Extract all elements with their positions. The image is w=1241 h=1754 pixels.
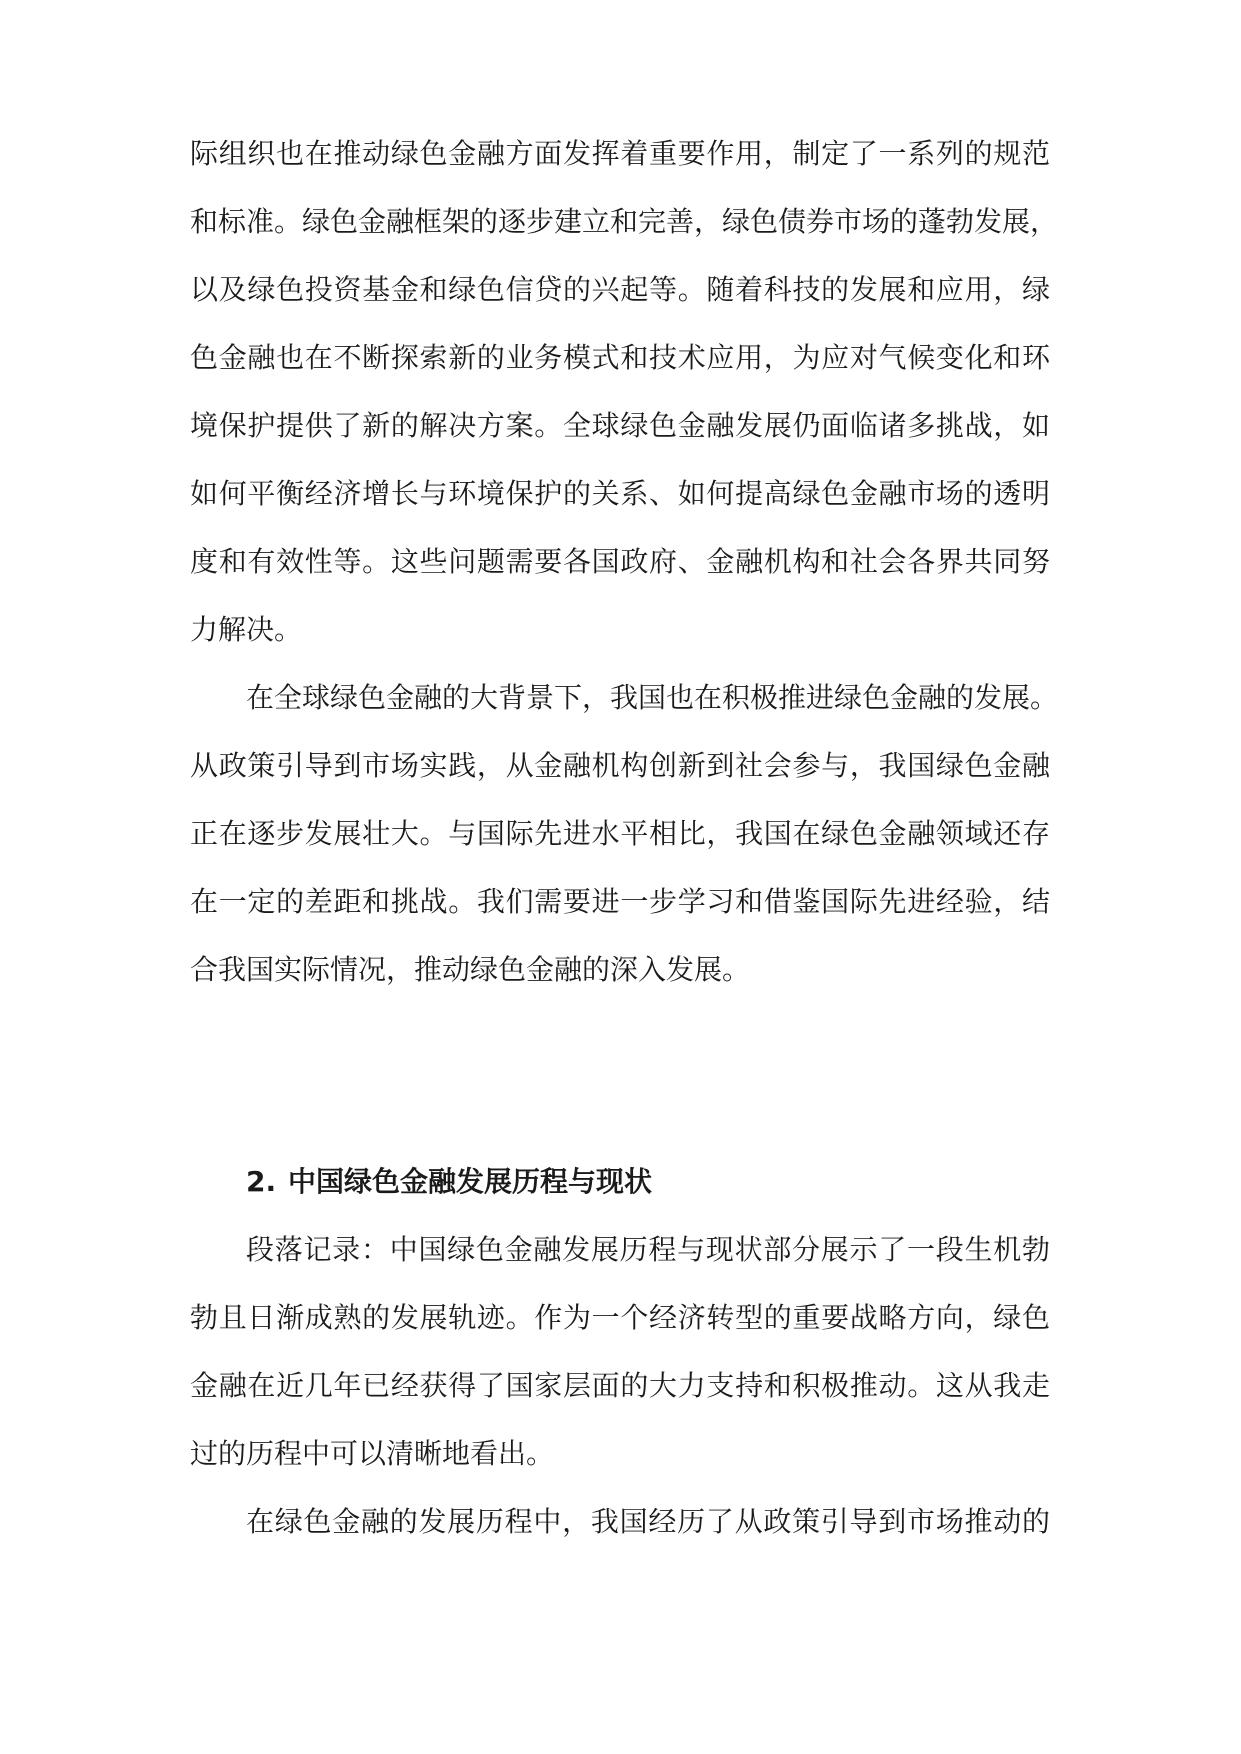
section-paragraph-1-line-4: 过的历程中可以清晰地看出。	[190, 1437, 555, 1470]
section-paragraph-1-line-3: 金融在近几年已经获得了国家层面的大力支持和积极推动。这从我走	[190, 1369, 1050, 1402]
paragraph-1-line-2: 和标准。绿色金融框架的逐步建立和完善，绿色债券市场的蓬勃发展，	[190, 205, 1059, 238]
paragraph-1-line-1: 际组织也在推动绿色金融方面发挥着重要作用，制定了一系列的规范	[190, 137, 1050, 170]
paragraph-2-line-4: 在一定的差距和挑战。我们需要进一步学习和借鉴国际先进经验，结	[190, 885, 1050, 918]
paragraph-2-line-2: 从政策引导到市场实践，从金融机构创新到社会参与，我国绿色金融	[190, 749, 1050, 782]
paragraph-1-line-3: 以及绿色投资基金和绿色信贷的兴起等。随着科技的发展和应用，绿	[190, 273, 1050, 306]
paragraph-1-line-6: 如何平衡经济增长与环境保护的关系、如何提高绿色金融市场的透明	[190, 477, 1050, 510]
section-number: 2.	[246, 1165, 277, 1198]
section-paragraph-2-line-1: 在绿色金融的发展历程中，我国经历了从政策引导到市场推动的	[246, 1505, 1050, 1538]
paragraph-1-line-8: 力解决。	[190, 613, 303, 646]
section-title: 中国绿色金融发展历程与现状	[288, 1165, 653, 1198]
paragraph-1-line-5: 境保护提供了新的解决方案。全球绿色金融发展仍面临诸多挑战，如	[190, 409, 1050, 442]
paragraph-1-line-4: 色金融也在不断探索新的业务模式和技术应用，为应对气候变化和环	[190, 341, 1050, 374]
paragraph-2-line-5: 合我国实际情况，推动绿色金融的深入发展。	[190, 953, 751, 986]
section-paragraph-1-line-2: 勃且日渐成熟的发展轨迹。作为一个经济转型的重要战略方向，绿色	[190, 1301, 1050, 1334]
paragraph-2-line-1: 在全球绿色金融的大背景下，我国也在积极推进绿色金融的发展。	[246, 681, 1059, 714]
section-heading	[246, 1162, 652, 1202]
section-paragraph-1-line-1: 段落记录：中国绿色金融发展历程与现状部分展示了一段生机勃	[246, 1233, 1050, 1266]
paragraph-1-line-7: 度和有效性等。这些问题需要各国政府、金融机构和社会各界共同努	[190, 545, 1050, 578]
paragraph-2-line-3: 正在逐步发展壮大。与国际先进水平相比，我国在绿色金融领域还存	[190, 817, 1050, 850]
